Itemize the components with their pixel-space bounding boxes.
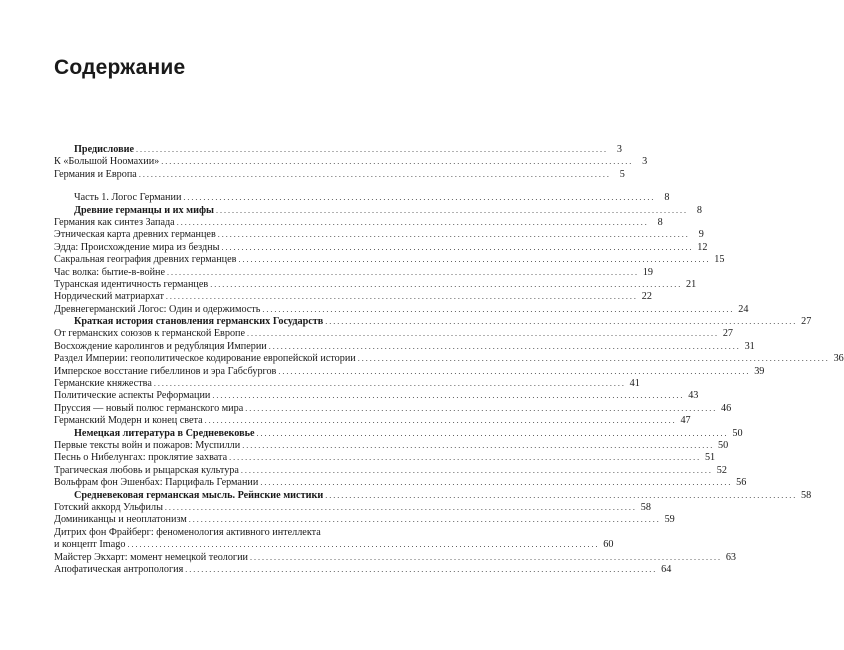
dot-leader — [238, 254, 708, 266]
dot-leader — [185, 564, 655, 576]
dot-leader — [245, 403, 715, 415]
toc-entry[interactable] — [54, 415, 691, 427]
toc-entry[interactable] — [54, 353, 844, 365]
toc-entry[interactable] — [54, 303, 749, 316]
toc-entry[interactable] — [54, 539, 614, 551]
toc-entry-title: Германия как синтез Запада — [54, 216, 175, 228]
toc-entry-page: 59 — [664, 514, 675, 526]
toc-entry[interactable] — [54, 390, 699, 402]
toc-entry-page: 27 — [722, 328, 734, 340]
dot-leader — [358, 353, 828, 365]
toc-entry-page: 58 — [801, 489, 812, 501]
toc-entry-title: Этническая карта древних германцев — [54, 229, 216, 241]
dot-leader — [210, 279, 680, 291]
toc-entry-title: Дитрих фон Фрайберг: феноменология активного интеллекта — [54, 526, 321, 538]
toc-entry[interactable] — [54, 229, 704, 241]
toc-entry[interactable] — [54, 168, 625, 181]
dot-leader — [221, 242, 691, 254]
toc-entry-page: 9 — [698, 229, 704, 241]
toc-entry-title: Доминиканцы и неоплатонизм — [54, 514, 187, 526]
toc-entry-title: Песнь о Нибелунгах: проклятие захвата — [54, 452, 228, 464]
dot-leader — [260, 477, 730, 489]
toc-entry-title: Германия и Европа — [54, 168, 137, 180]
dot-leader — [278, 366, 748, 378]
toc-entry-title: Немецкая литература в Средневековье — [74, 427, 255, 439]
toc-entry-page: 31 — [744, 340, 755, 352]
toc-entry[interactable] — [54, 144, 622, 156]
toc-entry-title: Восхождение каролингов и редубляция Империи — [54, 340, 267, 352]
toc-entry[interactable] — [54, 192, 670, 204]
dot-leader — [183, 192, 653, 204]
toc-entry-title: Апофатическая антропология — [54, 563, 184, 575]
toc-entry[interactable] — [54, 291, 652, 303]
toc-entry[interactable] — [54, 452, 716, 464]
toc-entry-page: 8 — [664, 192, 670, 204]
dot-leader — [216, 205, 686, 217]
toc-entry-title: Майстер Экхарт: момент немецкой теологии — [54, 551, 248, 563]
dot-leader — [325, 490, 795, 502]
dot-leader — [177, 217, 647, 229]
toc-entry[interactable] — [54, 477, 747, 489]
toc-entry-page: 5 — [619, 168, 625, 180]
toc-entry-title: Час волка: бытие-в-войне — [54, 266, 165, 278]
dot-leader — [167, 267, 637, 279]
toc-entry-page: 50 — [732, 427, 743, 439]
toc-entry-page: 19 — [642, 266, 653, 278]
toc-entry[interactable] — [54, 254, 725, 266]
toc-entry-title: Туранская идентичность германцев — [54, 278, 209, 290]
dot-leader — [257, 428, 727, 440]
toc-entry-title: Древние германцы и их мифы — [74, 204, 214, 216]
page-title: Содержание — [54, 56, 186, 79]
toc-entry[interactable] — [54, 464, 727, 477]
toc-entry[interactable] — [54, 266, 653, 279]
toc-entry-title: От германских союзов к германской Европе — [54, 328, 246, 340]
toc-entry-title: Средневековая германская мысль. Рейнские мистики — [74, 489, 324, 501]
dot-leader — [229, 452, 699, 464]
toc-entry-page: 39 — [754, 365, 765, 377]
toc-entry-page: 12 — [697, 241, 708, 253]
dot-leader — [269, 341, 739, 353]
toc-entry-page: 22 — [641, 291, 652, 303]
toc-entry-page: 46 — [721, 402, 732, 414]
dot-leader — [262, 304, 732, 316]
toc-section-gap — [54, 181, 414, 192]
toc-entry[interactable] — [54, 216, 663, 229]
toc-entry[interactable] — [54, 365, 765, 378]
toc-entry-page: 27 — [801, 316, 812, 328]
dot-leader — [189, 514, 659, 526]
toc-entry[interactable] — [54, 427, 743, 440]
toc-entry-title: Вольфрам фон Эшенбах: Парцифаль Германии — [54, 477, 259, 489]
toc-entry-page: 3 — [616, 144, 622, 155]
dot-leader — [161, 156, 631, 168]
toc-entry[interactable] — [54, 527, 414, 539]
toc-entry-page: 8 — [657, 216, 663, 228]
dot-leader — [139, 169, 609, 181]
toc-entry-page: 60 — [603, 539, 614, 551]
toc-entry-page: 52 — [716, 464, 727, 476]
toc-entry-page: 56 — [736, 477, 747, 489]
toc-entry[interactable] — [54, 514, 675, 526]
toc-entry-title: Трагическая любовь и рыцарская культура — [54, 464, 239, 476]
dot-leader — [205, 415, 675, 427]
toc-entry-page: 41 — [629, 378, 640, 390]
toc-entry-title: Эдда: Происхождение мира из бездны — [54, 241, 220, 253]
dot-leader — [250, 552, 720, 564]
toc-entry-page: 36 — [833, 353, 844, 365]
toc-entry[interactable] — [54, 489, 812, 502]
toc-entry-title: Германские княжества — [54, 378, 152, 390]
toc-entry-title: Сакральная география древних германцев — [54, 254, 237, 266]
dot-leader — [241, 465, 711, 477]
toc-entry-title: Нордический матриархат — [54, 291, 164, 303]
dot-leader — [212, 390, 682, 402]
toc-entry-title: Первые тексты войн и пожаров: Муспилли — [54, 439, 241, 451]
dot-leader — [218, 229, 688, 241]
toc-entry-title: Часть 1. Логос Германии — [74, 192, 182, 204]
toc-entry-title: Пруссия — новый полюс германского мира — [54, 402, 244, 414]
toc-entry[interactable] — [54, 316, 812, 328]
toc-entry[interactable] — [54, 551, 736, 564]
toc-entry[interactable] — [54, 204, 702, 217]
toc-entry-title: Германский Модерн и конец света — [54, 415, 203, 427]
toc-entry-page: 50 — [718, 439, 729, 451]
toc-entry-page: 63 — [725, 551, 736, 563]
dot-leader — [127, 539, 597, 551]
toc-entry-title: Политические аспекты Реформации — [54, 390, 211, 402]
toc-entry[interactable] — [54, 156, 648, 168]
toc-entry-page: 24 — [738, 303, 749, 315]
toc-entry[interactable] — [54, 563, 672, 576]
toc-entry[interactable] — [54, 402, 732, 415]
toc-entry-page: 47 — [680, 415, 691, 427]
toc-entry-title: Готский аккорд Ульфилы — [54, 501, 163, 513]
toc-entry-page: 51 — [704, 452, 716, 464]
table-of-contents — [54, 144, 844, 576]
toc-entry-page: 21 — [686, 278, 697, 290]
toc-entry[interactable] — [54, 439, 729, 452]
toc-entry-page: 58 — [640, 501, 651, 513]
toc-entry[interactable] — [54, 340, 755, 353]
toc-entry[interactable] — [54, 378, 640, 390]
toc-entry-title: Предисловие — [74, 144, 134, 155]
dot-leader — [166, 291, 636, 303]
toc-entry-page: 43 — [688, 390, 699, 402]
dot-leader — [154, 378, 624, 390]
toc-entry-title: Раздел Империи: геополитическое кодирование европейской истории — [54, 353, 356, 365]
toc-entry-page: 3 — [642, 156, 648, 168]
dot-leader — [242, 440, 712, 452]
toc-entry-page: 64 — [661, 563, 672, 575]
toc-entry[interactable] — [54, 241, 708, 254]
toc-entry[interactable] — [54, 501, 651, 514]
toc-entry-title: Древнегерманский Логос: Один и одержимость — [54, 303, 261, 315]
toc-entry[interactable] — [54, 278, 697, 291]
dot-leader — [325, 316, 795, 328]
dot-leader — [247, 328, 717, 340]
toc-entry-title: Краткая история становления германских Государств — [74, 316, 324, 328]
toc-entry-page: 8 — [696, 204, 702, 216]
dot-leader — [136, 144, 606, 156]
toc-entry[interactable] — [54, 328, 734, 340]
toc-entry-title: Имперское восстание гибеллинов и эра Габсбургов — [54, 365, 277, 377]
toc-entry-title: К «Большой Ноомахии» — [54, 156, 160, 168]
dot-leader — [165, 502, 635, 514]
toc-entry-title: и концепт Imago — [54, 539, 126, 551]
toc-entry-page: 15 — [714, 254, 725, 266]
